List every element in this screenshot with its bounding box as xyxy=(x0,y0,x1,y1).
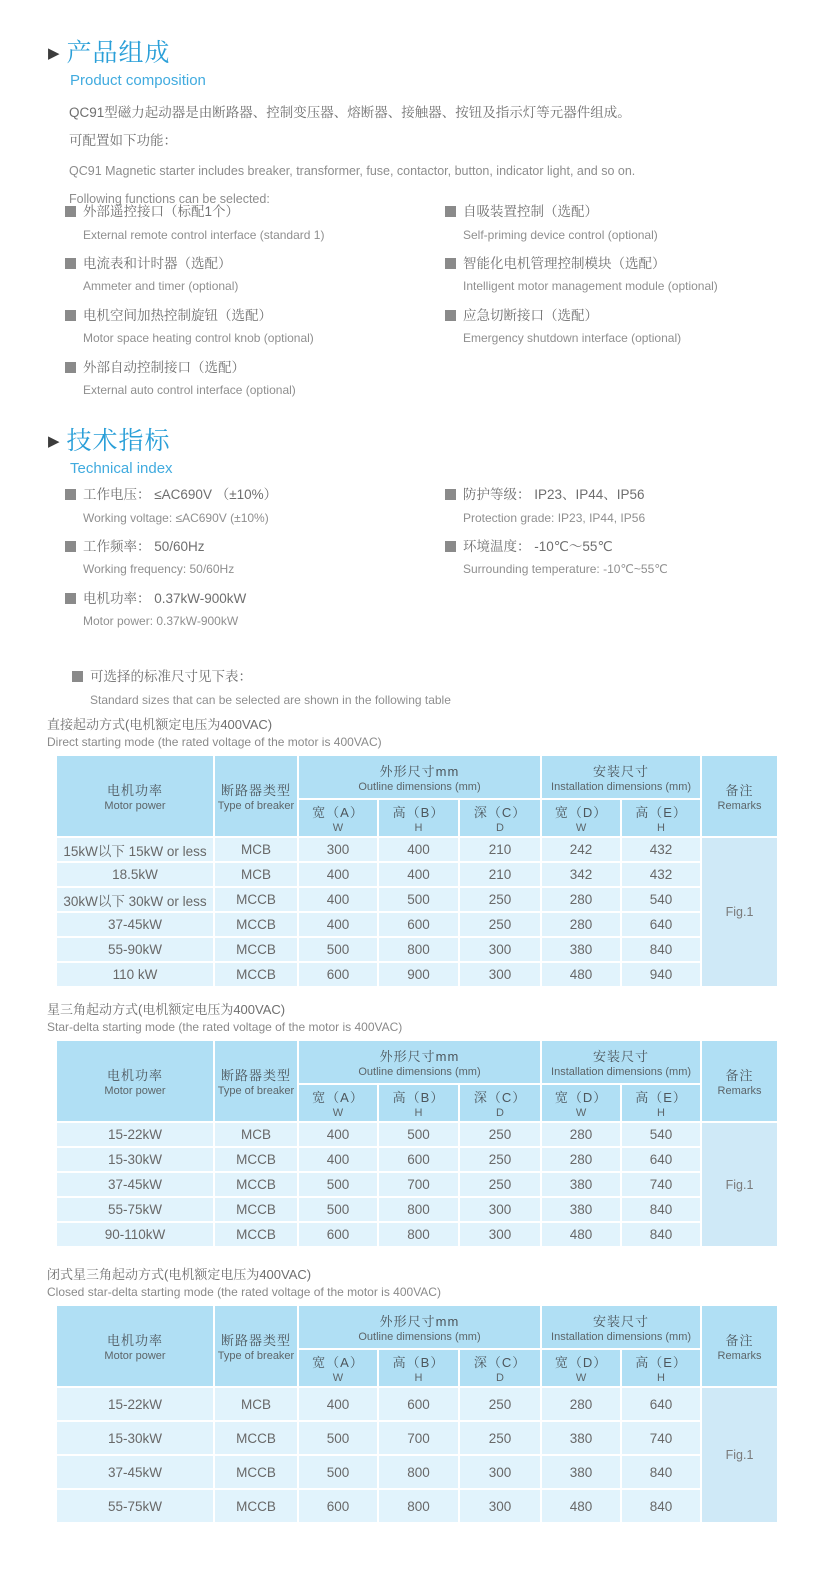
table-cell: 600 xyxy=(299,1490,377,1522)
size-table xyxy=(55,754,779,988)
paragraph: Following functions can be selected: xyxy=(69,191,270,206)
feature-item xyxy=(65,255,445,294)
item-text-zh: 应急切断接口（选配） xyxy=(463,307,598,323)
table-cell: 600 xyxy=(379,913,458,936)
table-cell: 940 xyxy=(622,963,700,986)
table-cell: 30kW以下 30kW or less xyxy=(57,888,213,911)
table-cell: MCCB xyxy=(215,913,297,936)
table-cell: 37-45kW xyxy=(57,1173,213,1196)
section-arrow-icon: ▶ xyxy=(48,433,60,450)
table-cell: 840 xyxy=(622,1456,700,1488)
item-text-zh: 工作频率： 50/60Hz xyxy=(83,538,205,554)
table-cell: 250 xyxy=(460,913,540,936)
header-outline-dimensions: 外形尺寸mm Outline dimensions (mm) xyxy=(299,756,540,798)
table-subheader-cell: 深（C） D xyxy=(460,1350,540,1386)
header-breaker-type: 断路器类型 Type of breaker xyxy=(215,1041,297,1121)
item-text-en: External auto control interface (optional) xyxy=(83,383,296,398)
remarks-cell: Fig.1 xyxy=(702,838,777,986)
table-cell: 480 xyxy=(542,963,620,986)
table-cell: 400 xyxy=(299,863,377,886)
paragraph: 可配置如下功能： xyxy=(69,133,177,149)
table-cell: 432 xyxy=(622,863,700,886)
table-cell: MCCB xyxy=(215,1422,297,1454)
size-table-wrap xyxy=(55,1304,777,1524)
item-text-en: Intelligent motor management module (optional) xyxy=(463,279,718,294)
table-cell: MCCB xyxy=(215,1173,297,1196)
spec-lists xyxy=(65,486,810,642)
section-product-composition xyxy=(48,40,788,208)
header-outline-dimensions: 外形尺寸mm Outline dimensions (mm) xyxy=(299,1041,540,1083)
table-cell: 640 xyxy=(622,1388,700,1420)
table-caption-en: Closed star-delta starting mode (the rated voltage of the motor is 400VAC) xyxy=(47,1285,441,1300)
table-row xyxy=(57,838,777,861)
item-text-zh: 外部遥控接口（标配1个） xyxy=(83,204,240,219)
table-cell: 342 xyxy=(542,863,620,886)
table-row xyxy=(57,863,777,886)
table-cell: 400 xyxy=(299,888,377,911)
table-cell: MCCB xyxy=(215,888,297,911)
header-breaker-type: 断路器类型 Type of breaker xyxy=(215,756,297,836)
table-cell: 250 xyxy=(460,888,540,911)
table-row xyxy=(57,1148,777,1171)
item-text-en: Ammeter and timer (optional) xyxy=(83,279,239,294)
section-title-en: Technical index xyxy=(70,459,173,477)
table-cell: 500 xyxy=(299,1422,377,1454)
table-subheader-cell: 高（B） H xyxy=(379,1085,458,1121)
table-cell: 15-22kW xyxy=(57,1123,213,1146)
table-cell: 250 xyxy=(460,1173,540,1196)
size-table xyxy=(55,1039,779,1248)
table-cell: 600 xyxy=(379,1388,458,1420)
table-caption-en: Direct starting mode (the rated voltage of the motor is 400VAC) xyxy=(47,735,382,750)
table-cell: 55-90kW xyxy=(57,938,213,961)
table-cell: 540 xyxy=(622,888,700,911)
table-row xyxy=(57,1123,777,1146)
item-text-en: Self-priming device control (optional) xyxy=(463,227,658,242)
note-item xyxy=(72,668,772,707)
item-text-en: Motor power: 0.37kW-900kW xyxy=(83,614,239,629)
table-cell: 250 xyxy=(460,1422,540,1454)
bullet-square-icon xyxy=(65,310,76,321)
table-cell: 700 xyxy=(379,1173,458,1196)
table-cell: 500 xyxy=(379,1123,458,1146)
table-cell: 400 xyxy=(299,1388,377,1420)
table-cell: 110 kW xyxy=(57,963,213,986)
table-subheader-cell: 高（E） H xyxy=(622,1350,700,1386)
item-text-en: Surrounding temperature: -10℃~55℃ xyxy=(463,562,668,577)
table-cell: 15-22kW xyxy=(57,1388,213,1420)
section-title-zh: 技术指标 xyxy=(66,427,171,455)
bullet-square-icon xyxy=(445,310,456,321)
table-cell: 840 xyxy=(622,1223,700,1246)
item-text-zh: 电机空间加热控制旋钮（选配） xyxy=(83,307,272,323)
table-cell: 500 xyxy=(379,888,458,911)
table-subheader-cell: 高（E） H xyxy=(622,1085,700,1121)
item-text-en: External remote control interface (standard 1) xyxy=(83,227,325,242)
table-cell: MCCB xyxy=(215,1456,297,1488)
table-cell: 250 xyxy=(460,1148,540,1171)
table-cell: 15kW以下 15kW or less xyxy=(57,838,213,861)
feature-item xyxy=(445,203,810,242)
header-installation-dimensions: 安装尺寸 Installation dimensions (mm) xyxy=(542,1306,700,1348)
table-cell: 250 xyxy=(460,1388,540,1420)
item-text-zh: 智能化电机管理控制模块（选配） xyxy=(463,255,666,271)
bullet-square-icon xyxy=(65,541,76,552)
table-cell: 300 xyxy=(460,1456,540,1488)
table-cell: 280 xyxy=(542,1388,620,1420)
bullet-square-icon xyxy=(445,258,456,269)
table-cell: 280 xyxy=(542,1123,620,1146)
item-text-en: Protection grade: IP23, IP44, IP56 xyxy=(463,510,646,525)
table-cell: 480 xyxy=(542,1490,620,1522)
feature-item xyxy=(65,203,445,242)
table-cell: 640 xyxy=(622,1148,700,1171)
section-arrow-icon: ▶ xyxy=(48,45,60,62)
table-cell: 400 xyxy=(299,1123,377,1146)
table-cell: 400 xyxy=(299,913,377,936)
bullet-square-icon xyxy=(72,671,83,682)
feature-item xyxy=(65,359,445,398)
table-row xyxy=(57,938,777,961)
bullet-square-icon xyxy=(65,258,76,269)
section-technical-index xyxy=(48,428,788,477)
table-subheader-cell: 宽（A） W xyxy=(299,1350,377,1386)
table-caption-en: Star-delta starting mode (the rated voltage of the motor is 400VAC) xyxy=(47,1020,403,1035)
remarks-cell: Fig.1 xyxy=(702,1123,777,1246)
table-subheader-cell: 宽（D） W xyxy=(542,1085,620,1121)
bullet-square-icon xyxy=(65,362,76,373)
table-cell: MCCB xyxy=(215,1148,297,1171)
table-cell: 480 xyxy=(542,1223,620,1246)
item-text-zh: 工作电压： ≤AC690V （±10%） xyxy=(83,487,278,502)
table-cell: 400 xyxy=(379,863,458,886)
item-text-en: Motor space heating control knob (optional) xyxy=(83,331,314,346)
table-cell: 55-75kW xyxy=(57,1490,213,1522)
table-cell: 300 xyxy=(460,963,540,986)
bullet-square-icon xyxy=(445,206,456,217)
header-motor-power: 电机功率 Motor power xyxy=(57,1306,213,1386)
table-cell: 740 xyxy=(622,1173,700,1196)
table-row xyxy=(57,1422,777,1454)
spec-item xyxy=(445,486,810,525)
table-cell: 380 xyxy=(542,1422,620,1454)
bullet-square-icon xyxy=(65,206,76,217)
spec-item xyxy=(65,590,445,629)
table-row xyxy=(57,963,777,986)
table-cell: MCB xyxy=(215,1123,297,1146)
table-block-closed-star-delta xyxy=(47,1267,777,1524)
spec-item xyxy=(445,538,810,577)
item-text-en: Working frequency: 50/60Hz xyxy=(83,562,235,577)
header-remarks: 备注 Remarks xyxy=(702,1041,777,1121)
remarks-cell: Fig.1 xyxy=(702,1388,777,1522)
table-cell: 280 xyxy=(542,1148,620,1171)
item-text-zh: 外部自动控制接口（选配） xyxy=(83,359,245,375)
table-cell: MCCB xyxy=(215,938,297,961)
bullet-square-icon xyxy=(65,489,76,500)
table-cell: MCCB xyxy=(215,1490,297,1522)
table-subheader-cell: 高（B） H xyxy=(379,1350,458,1386)
item-text-en: Standard sizes that can be selected are shown in the following table xyxy=(90,692,451,707)
item-text-en: Working voltage: ≤AC690V (±10%) xyxy=(83,510,269,525)
table-row xyxy=(57,913,777,936)
size-table xyxy=(55,1304,779,1524)
table-cell: 900 xyxy=(379,963,458,986)
item-text-zh: 防护等级： IP23、IP44、IP56 xyxy=(463,487,645,502)
table-cell: 15-30kW xyxy=(57,1148,213,1171)
table-cell: 740 xyxy=(622,1422,700,1454)
table-cell: 280 xyxy=(542,888,620,911)
item-text-en: Emergency shutdown interface (optional) xyxy=(463,331,682,346)
spec-list-left xyxy=(65,486,445,642)
header-installation-dimensions: 安装尺寸 Installation dimensions (mm) xyxy=(542,756,700,798)
table-subheader-cell: 宽（D） W xyxy=(542,800,620,836)
table-cell: 300 xyxy=(299,838,377,861)
bullet-square-icon xyxy=(65,593,76,604)
item-text-zh: 可选择的标准尺寸见下表： xyxy=(90,669,252,684)
item-text-zh: 环境温度： -10℃～55℃ xyxy=(463,538,613,554)
table-cell: 210 xyxy=(460,838,540,861)
table-cell: 540 xyxy=(622,1123,700,1146)
feature-item xyxy=(445,255,810,294)
spec-item xyxy=(65,538,445,577)
table-cell: 242 xyxy=(542,838,620,861)
feature-item xyxy=(65,307,445,346)
header-remarks: 备注 Remarks xyxy=(702,1306,777,1386)
paragraph: QC91 Magnetic starter includes breaker, transformer, fuse, contactor, button, indicator light, and so on. xyxy=(69,164,636,179)
table-row xyxy=(57,1456,777,1488)
table-block-direct xyxy=(47,717,777,988)
table-subheader-cell: 高（B） H xyxy=(379,800,458,836)
table-cell: 800 xyxy=(379,938,458,961)
table-cell: 840 xyxy=(622,1198,700,1221)
table-cell: 37-45kW xyxy=(57,1456,213,1488)
table-cell: 400 xyxy=(299,1148,377,1171)
bullet-square-icon xyxy=(445,489,456,500)
standard-size-note xyxy=(72,668,772,720)
table-cell: 600 xyxy=(299,1223,377,1246)
table-cell: MCB xyxy=(215,838,297,861)
header-remarks: 备注 Remarks xyxy=(702,756,777,836)
table-cell: 800 xyxy=(379,1223,458,1246)
table-subheader-cell: 深（C） D xyxy=(460,1085,540,1121)
spec-item xyxy=(65,486,445,525)
table-cell: MCCB xyxy=(215,1198,297,1221)
table-cell: 300 xyxy=(460,1490,540,1522)
table-cell: 55-75kW xyxy=(57,1198,213,1221)
table-cell: 15-30kW xyxy=(57,1422,213,1454)
table-caption-zh: 直接起动方式(电机额定电压为400VAC) xyxy=(47,717,273,732)
table-cell: 250 xyxy=(460,1123,540,1146)
table-subheader-cell: 高（E） H xyxy=(622,800,700,836)
table-cell: 800 xyxy=(379,1456,458,1488)
table-subheader-cell: 宽（D） W xyxy=(542,1350,620,1386)
table-cell: MCB xyxy=(215,1388,297,1420)
table-cell: 300 xyxy=(460,1198,540,1221)
item-text-zh: 电流表和计时器（选配） xyxy=(83,255,232,271)
feature-item xyxy=(445,307,810,346)
table-cell: 500 xyxy=(299,1456,377,1488)
table-caption-zh: 星三角起动方式(电机额定电压为400VAC) xyxy=(47,1002,286,1017)
table-row xyxy=(57,1490,777,1522)
table-subheader-cell: 宽（A） W xyxy=(299,1085,377,1121)
table-cell: 600 xyxy=(379,1148,458,1171)
table-cell: 400 xyxy=(379,838,458,861)
table-cell: 700 xyxy=(379,1422,458,1454)
bullet-square-icon xyxy=(445,541,456,552)
table-cell: 800 xyxy=(379,1198,458,1221)
header-motor-power: 电机功率 Motor power xyxy=(57,756,213,836)
table-cell: 300 xyxy=(460,938,540,961)
table-cell: 380 xyxy=(542,1173,620,1196)
table-cell: 90-110kW xyxy=(57,1223,213,1246)
size-table-wrap xyxy=(55,754,777,988)
table-cell: 300 xyxy=(460,1223,540,1246)
item-text-zh: 自吸装置控制（选配） xyxy=(463,204,598,219)
table-row xyxy=(57,1223,777,1246)
feature-lists xyxy=(65,203,810,411)
table-cell: MCCB xyxy=(215,1223,297,1246)
table-cell: 380 xyxy=(542,1456,620,1488)
table-row xyxy=(57,1173,777,1196)
header-installation-dimensions: 安装尺寸 Installation dimensions (mm) xyxy=(542,1041,700,1083)
size-table-wrap xyxy=(55,1039,777,1248)
table-cell: 500 xyxy=(299,1198,377,1221)
table-cell: 432 xyxy=(622,838,700,861)
table-cell: 380 xyxy=(542,1198,620,1221)
table-row xyxy=(57,1388,777,1420)
table-cell: 600 xyxy=(299,963,377,986)
section-title-zh: 产品组成 xyxy=(66,39,171,67)
table-cell: MCB xyxy=(215,863,297,886)
table-cell: 18.5kW xyxy=(57,863,213,886)
table-row xyxy=(57,1198,777,1221)
table-block-star-delta xyxy=(47,1002,777,1248)
table-cell: 380 xyxy=(542,938,620,961)
table-cell: 500 xyxy=(299,938,377,961)
table-cell: 640 xyxy=(622,913,700,936)
table-subheader-cell: 宽（A） W xyxy=(299,800,377,836)
spec-list-right xyxy=(445,486,810,642)
header-outline-dimensions: 外形尺寸mm Outline dimensions (mm) xyxy=(299,1306,540,1348)
table-caption-zh: 闭式星三角起动方式(电机额定电压为400VAC) xyxy=(47,1267,312,1282)
table-cell: 800 xyxy=(379,1490,458,1522)
table-cell: 840 xyxy=(622,938,700,961)
section-title-en: Product composition xyxy=(70,71,206,89)
table-cell: 840 xyxy=(622,1490,700,1522)
feature-list-right xyxy=(445,203,810,411)
feature-list-left xyxy=(65,203,445,411)
table-row xyxy=(57,888,777,911)
table-cell: 280 xyxy=(542,913,620,936)
paragraph: QC91型磁力起动器是由断路器、控制变压器、熔断器、接触器、按钮及指示灯等元器件组成。 xyxy=(69,104,631,120)
header-motor-power: 电机功率 Motor power xyxy=(57,1041,213,1121)
table-subheader-cell: 深（C） D xyxy=(460,800,540,836)
header-breaker-type: 断路器类型 Type of breaker xyxy=(215,1306,297,1386)
table-cell: 500 xyxy=(299,1173,377,1196)
table-cell: MCCB xyxy=(215,963,297,986)
item-text-zh: 电机功率： 0.37kW-900kW xyxy=(83,590,247,606)
table-cell: 210 xyxy=(460,863,540,886)
table-cell: 37-45kW xyxy=(57,913,213,936)
